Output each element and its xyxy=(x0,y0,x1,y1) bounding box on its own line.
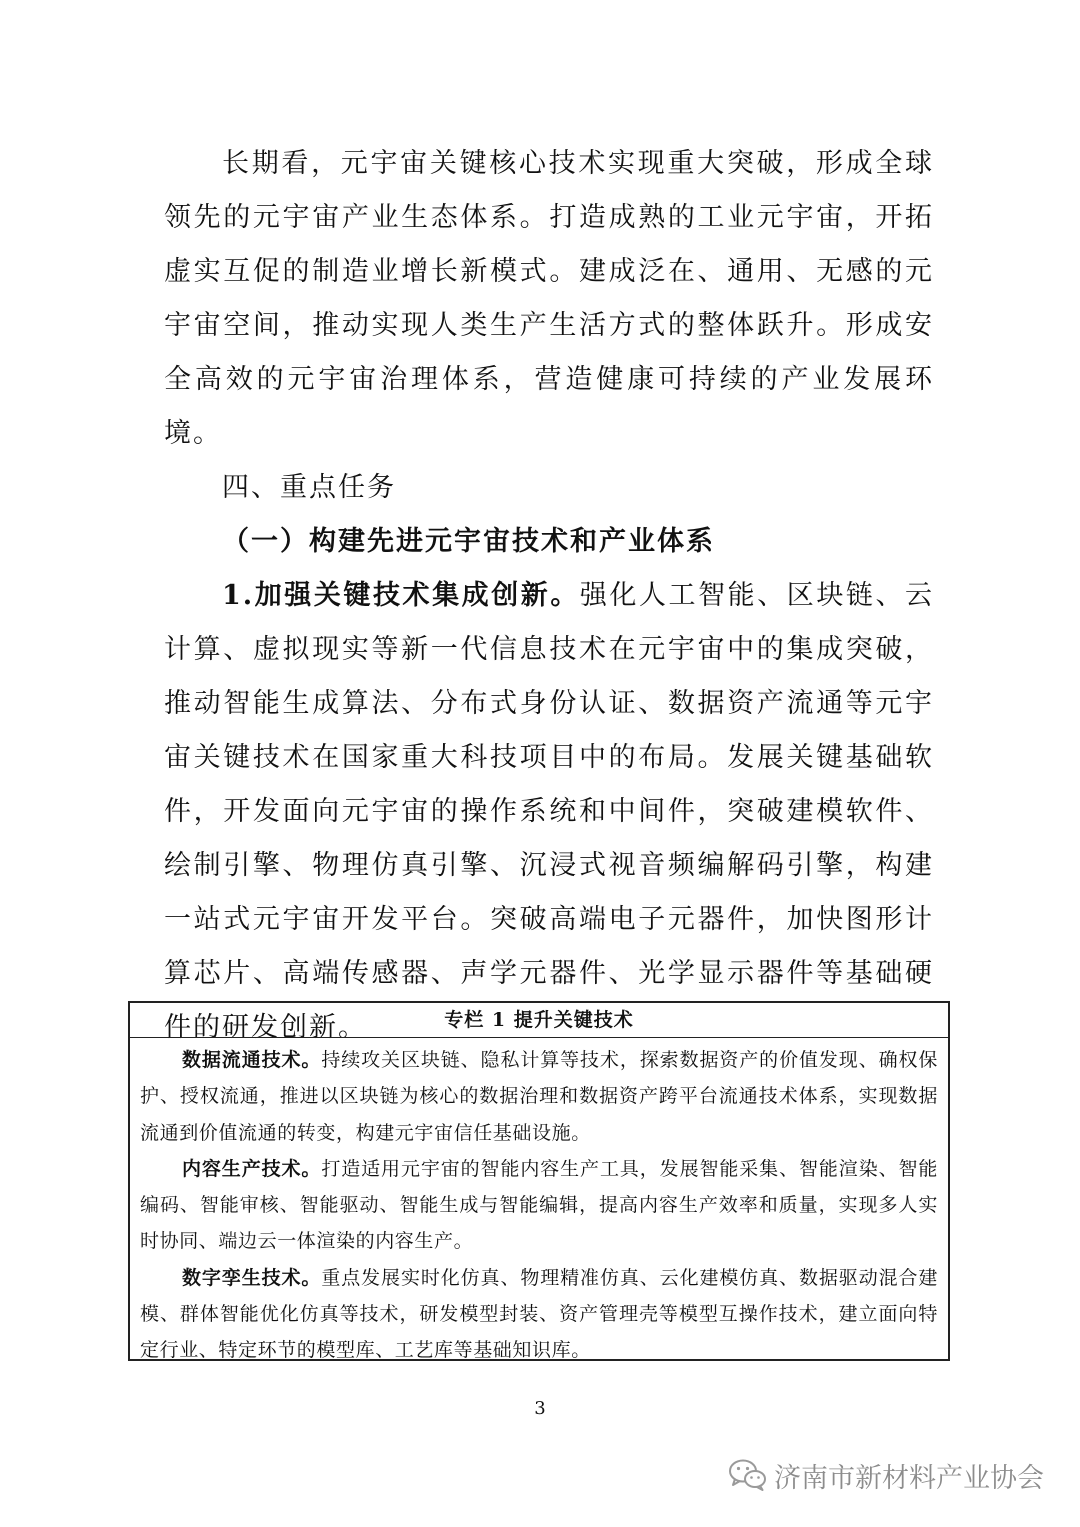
page-number: 3 xyxy=(534,1398,546,1419)
paragraph-item-1 xyxy=(164,569,934,1055)
column-body xyxy=(130,1038,948,1369)
column-item-twin xyxy=(140,1260,938,1369)
item-1-text: 强化人工智能、区块链、云计算、虚拟现实等新一代信息技术在元宇宙中的集成突破，推动智能生成算法、分布式身份认证、数据资产流通等元宇宙关键技术在国家重大科技项目中的布局。发展关键基础软件，开发面向元宇宙的操作系统和中间件，突破建模软件、绘制引擎、物理仿真引擎、沉浸式视音频编解码引擎，构建一站式元宇宙开发平台。突破高端电子元器件，加快图形计算芯片、高端传感器、声学元器件、光学显示器件等基础硬件的研发创新。 xyxy=(164,580,935,1043)
column-item-text: 打造适用元宇宙的智能内容生产工具，发展智能采集、智能渲染、智能编码、智能审核、智能驱动、智能生成与智能编辑，提高内容生产效率和质量，实现多人实时协同、端边云一体渲染的内容生产。 xyxy=(140,1157,939,1253)
paragraph-long-term: 长期看，元宇宙关键核心技术实现重大突破，形成全球领先的元宇宙产业生态体系。打造成熟的工业元宇宙，开拓虚实互促的制造业增长新模式。建成泛在、通用、无感的元宇宙空间，推动实现人类生产生活方式的整体跃升。形成安全高效的元宇宙治理体系，营造健康可持续的产业发展环境。 xyxy=(164,148,934,449)
column-item-content xyxy=(140,1151,938,1260)
watermark xyxy=(728,1455,1044,1495)
section-heading: 四、重点任务 xyxy=(222,472,396,503)
main-text xyxy=(164,137,934,1055)
wechat-icon xyxy=(728,1458,768,1492)
column-item-data xyxy=(140,1042,938,1151)
column-title: 专栏 1 提升关键技术 xyxy=(130,1003,948,1038)
sub-heading: （一）构建先进元宇宙技术和产业体系 xyxy=(222,526,715,557)
column-item-lead: 内容生产技术。 xyxy=(182,1157,322,1180)
column-item-lead: 数字孪生技术。 xyxy=(182,1266,322,1289)
item-1-lead: 1.加强关键技术集成创新。 xyxy=(222,580,580,611)
column-item-text: 重点发展实时化仿真、物理精准仿真、云化建模仿真、数据驱动混合建模、群体智能优化仿真等技术，研发模型封装、资产管理壳等模型互操作技术，建立面向特定行业、特定环节的模型库、工艺库等基础知识库。 xyxy=(140,1266,939,1362)
column-box xyxy=(128,1001,950,1361)
column-item-text: 持续攻关区块链、隐私计算等技术，探索数据资产的价值发现、确权保护、授权流通，推进以区块链为核心的数据治理和数据资产跨平台流通技术体系，实现数据流通到价值流通的转变，构建元宇宙信任基础设施。 xyxy=(140,1049,939,1144)
watermark-text: 济南市新材料产业协会 xyxy=(774,1462,1044,1494)
column-item-lead: 数据流通技术。 xyxy=(182,1049,322,1071)
